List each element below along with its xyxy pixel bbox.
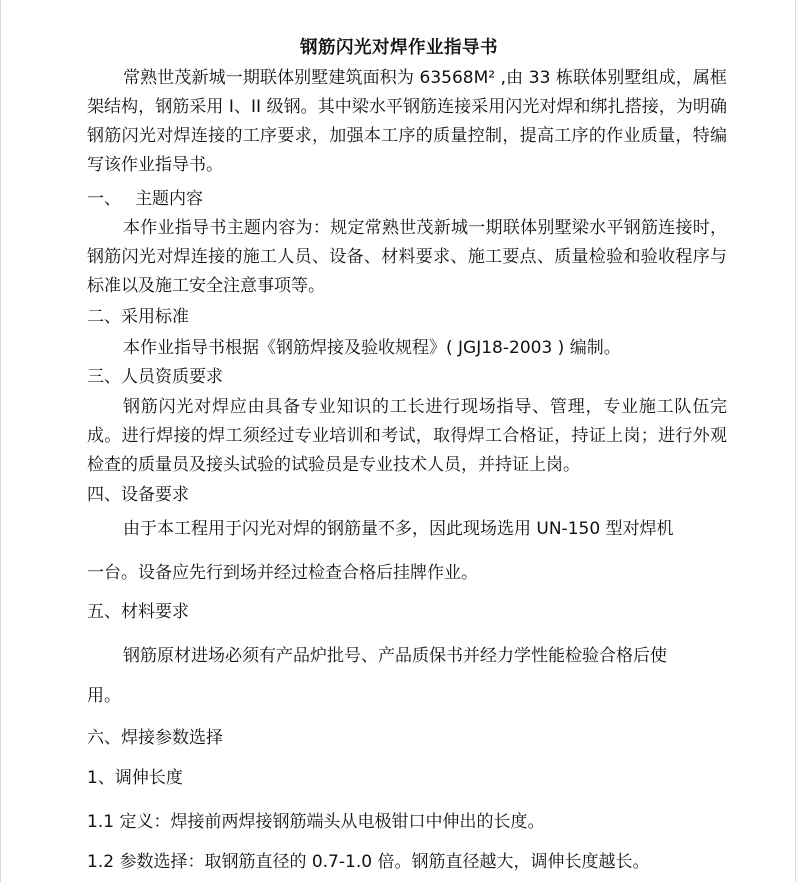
section-2-body: 本作业指导书根据《钢筋焊接及验收规程》( JGJ18-2003 ) 编制。 (123, 338, 621, 358)
item-1-1: 1.1 定义：焊接前两焊接钢筋端头从电极钳口中伸出的长度。 (87, 812, 545, 832)
section-6-heading: 六、焊接参数选择 (87, 728, 223, 748)
section-1-heading (87, 187, 737, 211)
section-2-heading: 二、采用标准 (87, 307, 189, 327)
section-4-body-line-2: 一台。设备应先行到场并经过检查合格后挂牌作业。 (87, 563, 478, 583)
section-5-body-line-1: 钢筋原材进场必须有产品炉批号、产品质保书并经力学性能检验合格后使 (123, 646, 667, 666)
section-3-heading: 三、人员资质要求 (87, 367, 223, 387)
intro-paragraph: 常熟世茂新城一期联体别墅建筑面积为 63568M² ,由 33 栋联体别墅组成，属框架结构，钢筋采用 I、II 级钢。其中梁水平钢筋连接采用闪光对焊和绑扎搭接，为明确钢筋闪光对焊连接的工序要求，加强本工序的质量控制，提高工序的作业质量，特编写该作业指导书。 (87, 68, 727, 175)
section-3-body: 钢筋闪光对焊应由具备专业知识的工长进行现场指导、管理，专业施工队伍完成。进行焊接的焊工须经过专业培训和考试，取得焊工合格证，持证上岗；进行外观检查的质量员及接头试验的试验员是专业技术人员，并持证上岗。 (87, 397, 727, 475)
section-1-body: 本作业指导书主题内容为：规定常熟世茂新城一期联体别墅梁水平钢筋连接时，钢筋闪光对焊连接的施工人员、设备、材料要求、施工要点、质量检验和验收程序与标准以及施工安全注意事项等。 (87, 218, 727, 296)
section-1-number: 一、 (87, 189, 121, 209)
sub-heading-1: 1、调伸长度 (87, 768, 183, 788)
document-title: 钢筋闪光对焊作业指导书 (300, 38, 498, 58)
section-1-title: 主题内容 (135, 189, 203, 209)
section-5-body-line-2: 用。 (87, 686, 121, 706)
item-1-2: 1.2 参数选择：取钢筋直径的 0.7-1.0 倍。钢筋直径越大，调伸长度越长。 (87, 852, 650, 872)
section-4-heading: 四、设备要求 (87, 485, 189, 505)
section-5-heading: 五、材料要求 (87, 602, 189, 622)
section-4-body-line-1: 由于本工程用于闪光对焊的钢筋量不多，因此现场选用 UN-150 型对焊机 (123, 519, 674, 539)
